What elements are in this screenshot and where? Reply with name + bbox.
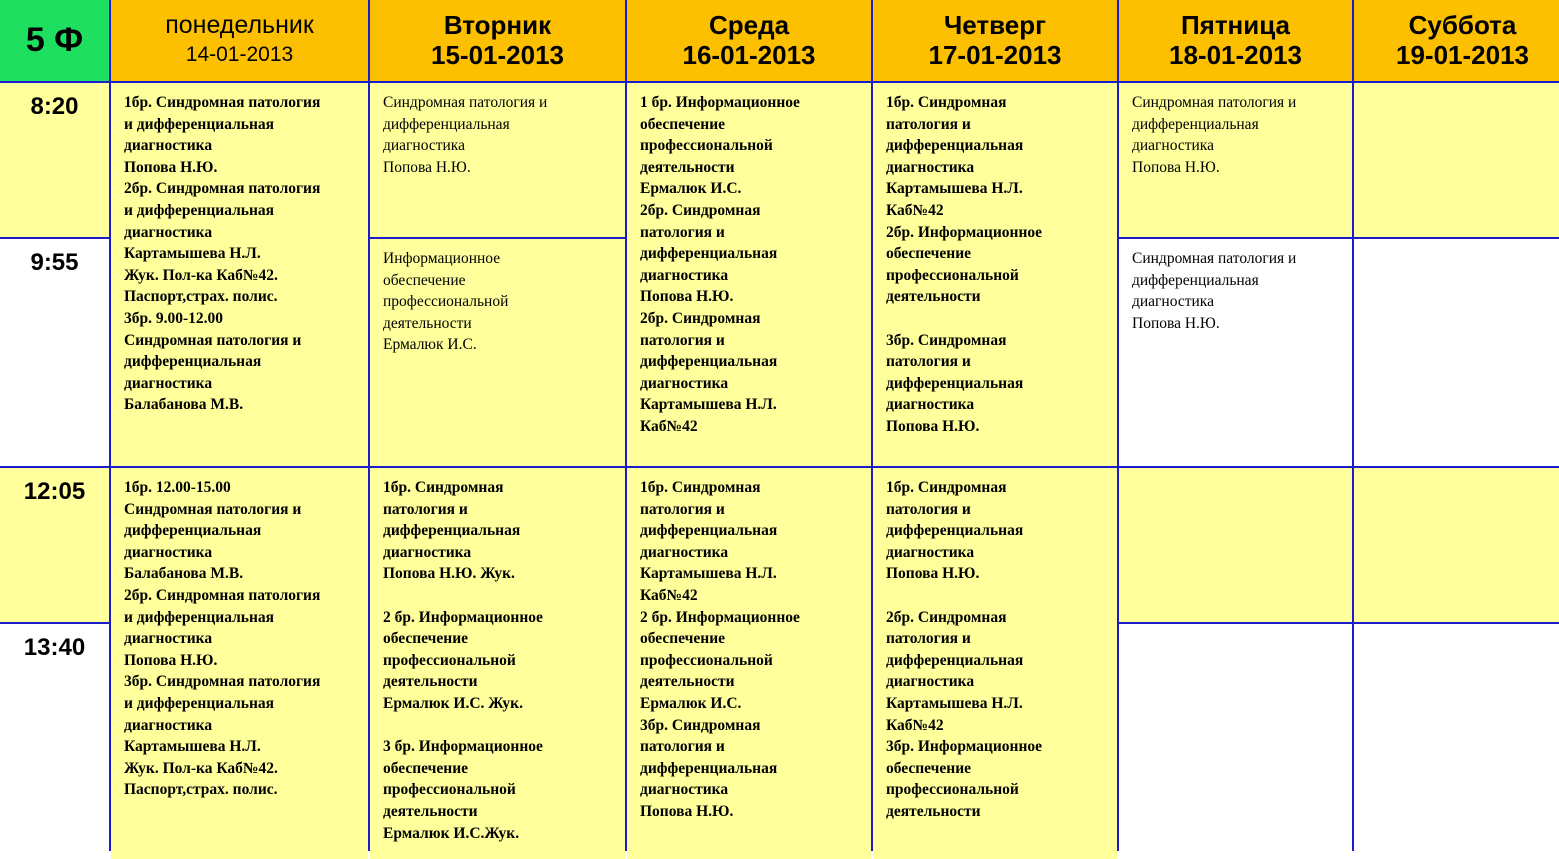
empty-cell [1354,239,1559,466]
time-slot: 9:55 [0,239,109,466]
day-header-tuesday [370,0,625,81]
session-text: Синдромная патология и дифференциальная диагностика Попова Н.Ю. [383,94,548,176]
session-monday-afternoon [111,468,368,859]
day-date: 19-01-2013 [1396,40,1529,70]
session-text: 1бр. Синдромная патология и дифференциальная диагностика Попова Н.Ю. 2бр. Синдромная патология и дифференциальная диагностика Картамышева Н.Л. Жук. Пол-ка Каб№42. Паспорт,страх. полис. 3бр. 9.00-12.00 Синдромная патология и дифференциальная диагностика Балабанова М.В. [124,94,321,414]
day-header-monday [111,0,368,81]
session-text: 1бр. Синдромная патология и дифференциальная диагностика Попова Н.Ю. 2бр. Синдромная патология и дифференциальная диагностика Картамышева Н.Л. Каб№42 3бр. Информационное обеспечение профессиональной деятельности [886,479,1043,820]
time-slot: 8:20 [0,83,109,237]
session-monday-morning [111,83,368,466]
day-date: 15-01-2013 [431,40,564,70]
day-date: 16-01-2013 [682,40,816,70]
session-text: 1бр. Синдромная патология и дифференциальная диагностика Попова Н.Ю. Жук. 2 бр. Информационное обеспечение профессиональной деятельности Ермалюк И.С. Жук. 3 бр. Информационное обеспечение профессиональной деятельности Ермалюк И.С.Жук. [383,479,543,842]
session-wednesday-afternoon [627,468,871,859]
session-friday-1 [1119,83,1352,237]
session-thursday-afternoon [873,468,1117,859]
day-name: Четверг [944,10,1046,40]
day-header-thursday [873,0,1117,81]
session-tuesday-2 [370,239,625,466]
session-text: 1бр. 12.00-15.00 Синдромная патология и дифференциальная диагностика Балабанова М.В. 2бр. Синдромная патология и дифференциальная диагностика Попова Н.Ю. 3бр. Синдромная патология и дифференциальная диагностика Картамышева Н.Л. Жук. Пол-ка Каб№42. Паспорт,страх. полис. [124,479,321,799]
day-name: Пятница [1180,10,1291,40]
session-text: Синдромная патология и дифференциальная диагностика Попова Н.Ю. [1132,250,1297,332]
day-date: 17-01-2013 [928,40,1062,70]
session-tuesday-1 [370,83,625,237]
day-name: Вторник [443,10,552,40]
empty-cell [1354,468,1559,622]
day-header-wednesday [627,0,871,81]
session-text: 1бр. Синдромная патология и дифференциальная диагностика Картамышева Н.Л. Каб№42 2бр. Информационное обеспечение профессиональной деятельности 3бр. Синдромная патология и дифференциальная диагностика Попова Н.Ю. [886,94,1043,435]
empty-cell [1354,624,1559,859]
group-name: 5 Ф [25,21,84,59]
day-date: 14-01-2013 [185,43,294,66]
session-wednesday-morning [627,83,871,466]
session-text: Синдромная патология и дифференциальная диагностика Попова Н.Ю. [1132,94,1297,176]
day-name: Суббота [1408,10,1517,40]
time-slot: 12:05 [0,468,109,622]
session-tuesday-afternoon [370,468,625,859]
empty-cell [1354,83,1559,237]
session-text: 1бр. Синдромная патология и дифференциальная диагностика Картамышева Н.Л. Каб№42 2 бр. Информационное обеспечение профессиональной деятельности Ермалюк И.С. 3бр. Синдромная патология и дифференциальная диагностика Попова Н.Ю. [640,479,800,820]
session-friday-2 [1119,239,1352,466]
day-date: 18-01-2013 [1169,40,1302,70]
time-slot: 13:40 [0,624,109,859]
group-label [0,0,109,81]
day-name: Среда [708,10,790,40]
session-text: 1 бр. Информационное обеспечение профессиональной деятельности Ермалюк И.С. 2бр. Синдромная патология и дифференциальная диагностика Попова Н.Ю. 2бр. Синдромная патология и дифференциальная диагностика Картамышева Н.Л. Каб№42 [640,94,800,435]
day-name: понедельник [165,11,314,39]
day-header-friday [1119,0,1352,81]
empty-cell [1119,624,1352,859]
session-text: Информационное обеспечение профессиональной деятельности Ермалюк И.С. [383,250,509,354]
empty-cell [1119,468,1352,622]
day-header-saturday [1354,0,1559,81]
session-thursday-morning [873,83,1117,466]
